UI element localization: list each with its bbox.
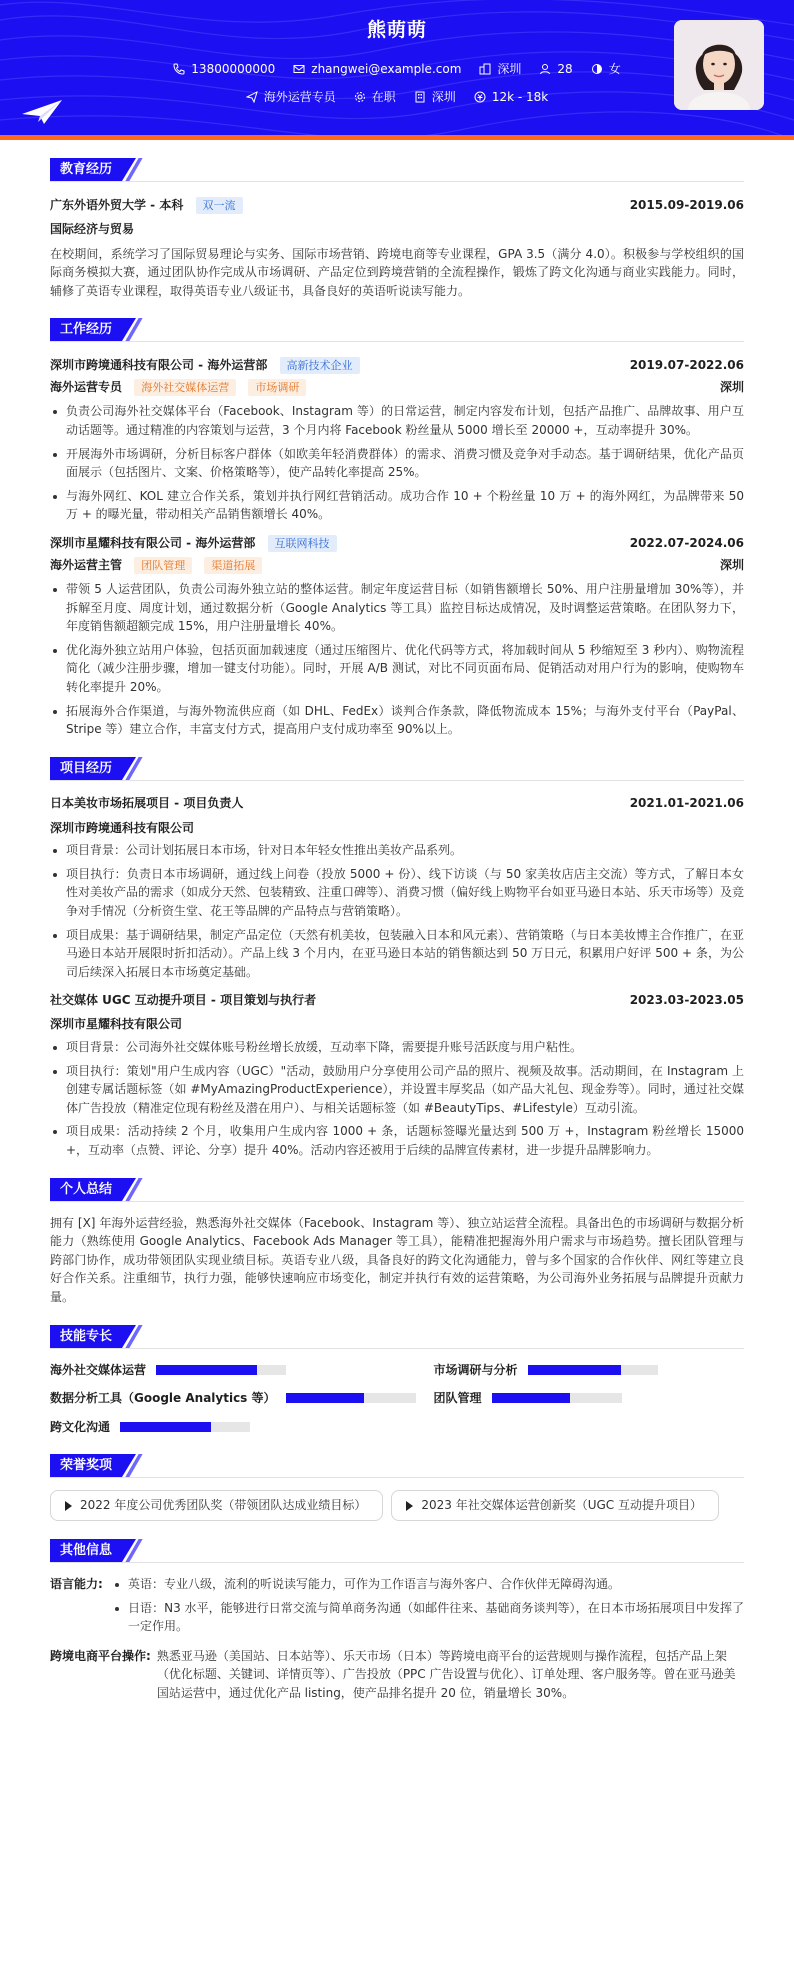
- other-title: 其他信息: [50, 1539, 122, 1562]
- work-section: [50, 318, 744, 738]
- city-icon: [479, 63, 491, 75]
- skill-item: [50, 1418, 416, 1437]
- project-entry: [50, 793, 744, 982]
- salary-text: 12k - 18k: [491, 90, 549, 104]
- phone-text: 13800000000: [191, 62, 276, 76]
- phone-item: [173, 60, 275, 79]
- work-heading: [50, 318, 744, 342]
- skill-item: [434, 1361, 744, 1380]
- role-tag: 市场调研: [248, 379, 306, 396]
- company-tag: 高新技术企业: [280, 357, 360, 374]
- project-company: 深圳市星耀科技有限公司: [50, 1017, 183, 1032]
- skill-name: 跨文化沟通: [50, 1419, 111, 1434]
- skills-section: [50, 1325, 744, 1437]
- projects-section: [50, 757, 744, 1160]
- project-entry: [50, 989, 744, 1159]
- education-title: 教育经历: [50, 158, 122, 181]
- education-section: [50, 158, 744, 300]
- project-name: 社交媒体 UGC 互动提升项目 - 项目策划与执行者: [50, 993, 317, 1008]
- projects-heading: [50, 757, 744, 781]
- summary-title: 个人总结: [50, 1178, 122, 1201]
- other-section: [50, 1539, 744, 1703]
- projects-title: 项目经历: [50, 757, 122, 780]
- list-item: 项目执行：策划"用户生成内容（UGC）"活动，鼓励用户分享使用公司产品的照片、视频及故事。活动期间，在 Instagram 上创建专属话题标签（如 #MyAmazingProductExperience），并设置丰厚奖品（如产品大礼包、现金券等）。同时，通过社交媒体广告投放（精准定位现有粉丝及潜在用户）、与相关话题标签（如 #BeautyTips、#Lifestyle）互动引流。: [50, 1062, 744, 1118]
- platform-text: 熟悉亚马逊（美国站、日本站等）、乐天市场（日本）等跨境电商平台的运营规则与操作流程，包括产品上架（优化标题、关键词、详情页等）、广告投放（PPC 广告设置与优化）、订单处理、客户服务等。曾在亚马逊美国站运营中，通过优化产品 listing，使产品排名提升 20 位，销量增长 30%。: [156, 1648, 736, 1700]
- skill-name: 数据分析工具（Google Analytics 等）: [50, 1391, 276, 1406]
- company-tag: 互联网科技: [268, 535, 337, 552]
- job-role: 海外运营主管: [50, 557, 123, 572]
- award-item: [50, 1490, 383, 1521]
- money-icon: [474, 91, 486, 103]
- skill-name: 团队管理: [433, 1391, 482, 1406]
- building-icon: [414, 91, 426, 103]
- status-text: 在职: [371, 90, 396, 104]
- awards-title: 荣誉奖项: [50, 1454, 122, 1477]
- school-name: 广东外语外贸大学 - 本科: [50, 197, 184, 212]
- status-item: [354, 88, 396, 107]
- email-item: [293, 60, 461, 79]
- email-icon: [293, 63, 305, 75]
- education-description: 在校期间，系统学习了国际贸易理论与实务、国际市场营销、跨境电商等专业课程，GPA 3.5（满分 4.0）。积极参与学校组织的国际商务模拟大赛，通过团队协作完成从市场调研、产品定位到跨境营销的全流程操作，锻炼了跨文化沟通与商业实践能力。同时，辅修了英语专业课程，取得英语专业八级证书，具备良好的英语听说读写能力。: [50, 246, 744, 298]
- role-tag: 渠道拓展: [204, 557, 262, 574]
- avatar: [674, 20, 764, 110]
- gear-icon: [354, 91, 366, 103]
- work-bullets: [50, 580, 744, 739]
- awards-list: [50, 1490, 744, 1521]
- platform-label: 跨境电商平台操作:: [50, 1648, 151, 1663]
- awards-heading: [50, 1454, 744, 1478]
- work-date: 2022.07-2024.06: [629, 535, 744, 550]
- skill-level-fill: [492, 1393, 570, 1403]
- project-bullets: [50, 841, 744, 981]
- work-entry: [50, 354, 744, 524]
- skill-level-fill: [286, 1393, 364, 1403]
- list-item: 项目背景：公司海外社交媒体账号粉丝增长放缓，互动率下降，需要提升账号活跃度与用户粘性。: [50, 1038, 744, 1057]
- company-name: 深圳市星耀科技有限公司 - 海外运营部: [50, 535, 256, 550]
- gender-icon: [591, 63, 603, 75]
- skill-name: 海外社交媒体运营: [50, 1362, 147, 1377]
- role-tag: 海外社交媒体运营: [134, 379, 236, 396]
- education-date: 2015.09-2019.06: [629, 197, 744, 212]
- list-item: 拓展海外合作渠道，与海外物流供应商（如 DHL、FedEx）谈判合作条款，降低物流成本 15%；与海外支付平台（PayPal、Stripe 等）建立合作，丰富支付方式，提高用户支付成功率至 90%以上。: [50, 702, 744, 739]
- play-triangle-icon: [406, 1501, 413, 1511]
- awards-section: [50, 1454, 744, 1521]
- other-heading: [50, 1539, 744, 1563]
- skill-level-fill: [120, 1422, 211, 1432]
- skills-grid: [50, 1361, 744, 1437]
- skill-level-bar: [492, 1393, 622, 1403]
- award-text: 2022 年度公司优秀团队奖（带领团队达成业绩目标）: [80, 1498, 367, 1513]
- play-triangle-icon: [65, 1501, 72, 1511]
- age-icon: [539, 63, 551, 75]
- school-tag: 双一流: [196, 197, 243, 214]
- skill-level-bar: [120, 1422, 250, 1432]
- project-date: 2023.03-2023.05: [629, 993, 744, 1008]
- project-bullets: [50, 1038, 744, 1160]
- project-name: 日本美妆市场拓展项目 - 项目负责人: [50, 796, 244, 811]
- target-city-text: 深圳: [431, 90, 456, 104]
- job-role: 海外运营专员: [50, 380, 123, 395]
- list-item: 英语：专业八级，流利的听说读写能力，可作为工作语言与海外客户、合作伙伴无障碍沟通。: [112, 1575, 744, 1594]
- major: 国际经济与贸易: [50, 222, 135, 236]
- age-item: [539, 60, 572, 79]
- summary-heading: [50, 1178, 744, 1202]
- skill-level-bar: [156, 1365, 286, 1375]
- city-text: 深圳: [497, 62, 522, 76]
- skill-item: [50, 1389, 416, 1408]
- skill-level-fill: [156, 1365, 257, 1375]
- gender-text: 女: [608, 62, 621, 76]
- email-text: zhangwei@example.com: [311, 62, 462, 76]
- salary-item: [474, 88, 548, 107]
- list-item: 项目执行：负责日本市场调研，通过线上问卷（投放 5000 + 份）、线下访谈（与 50 家美妆店店主交流）等方式，了解日本女性对美妆产品的需求（如成分天然、包装精致、注重口碑等）、消费习惯（偏好线上购物平台如亚马逊日本站、乐天市场等）及竞争对手情况（分析资生堂、花王等品牌的产品特点与营销策略）。: [50, 865, 744, 921]
- age-text: 28: [557, 62, 573, 76]
- candidate-name: 熊萌萌: [366, 19, 427, 41]
- work-city: 深圳: [719, 557, 744, 572]
- gender-item: [591, 60, 621, 79]
- skill-level-bar: [286, 1393, 416, 1403]
- project-company: 深圳市跨境通科技有限公司: [50, 820, 195, 835]
- list-item: 项目背景：公司计划拓展日本市场，针对日本年轻女性推出美妆产品系列。: [50, 841, 744, 860]
- company-name: 深圳市跨境通科技有限公司 - 海外运营部: [50, 358, 268, 373]
- job-text: 海外运营专员: [263, 90, 336, 104]
- summary-text: 拥有 [X] 年海外运营经验，熟悉海外社交媒体（Facebook、Instagram 等）、独立站运营全流程。具备出色的市场调研与数据分析能力（熟练使用 Google Analytics、Facebook Ads Manager 等工具），能精准把握海外用户需求与市场趋势。擅长团队管理与跨部门协作，成功带领团队实现业绩目标。英语专业八级，具备良好的跨文化沟通能力，曾与多个国家的合作伙伴、网红等建立良好合作关系。注重细节，执行力强，能够快速响应市场变化，制定并执行有效的运营策略，为公司海外业务拓展与品牌提升贡献力量。: [50, 1215, 744, 1304]
- target-city-item: [414, 88, 456, 107]
- resume-header: [0, 0, 794, 140]
- work-city: 深圳: [719, 380, 744, 395]
- education-heading: [50, 158, 744, 182]
- work-date: 2019.07-2022.06: [629, 358, 744, 373]
- phone-icon: [173, 63, 185, 75]
- skills-heading: [50, 1325, 744, 1349]
- skill-name: 市场调研与分析: [433, 1362, 518, 1377]
- list-item: 日语：N3 水平，能够进行日常交流与简单商务沟通（如邮件往来、基础商务谈判等），在日本市场拓展项目中发挥了一定作用。: [112, 1599, 744, 1636]
- send-icon: [246, 91, 258, 103]
- award-text: 2023 年社交媒体运营创新奖（UGC 互动提升项目）: [421, 1498, 702, 1513]
- skill-item: [50, 1361, 416, 1380]
- language-list: [112, 1575, 744, 1641]
- work-entry: [50, 532, 744, 739]
- list-item: 项目成果：基于调研结果，制定产品定位（天然有机美妆，包装融入日本和风元素）、营销策略（与日本美妆博主合作推广，在亚马逊日本站开展限时折扣活动）。产品上线 3 个月内，在亚马逊日本站的销售额达到 50 万日元，积累用户好评 500 + 条，为公司后续深入拓展日本市场奠定基础。: [50, 926, 744, 982]
- award-item: [391, 1490, 719, 1521]
- work-bullets: [50, 402, 744, 524]
- project-date: 2021.01-2021.06: [629, 796, 744, 811]
- skills-title: 技能专长: [50, 1325, 122, 1348]
- list-item: 开展海外市场调研，分析目标客户群体（如欧美年轻消费群体）的需求、消费习惯及竞争对手动态。基于调研结果，优化产品页面展示（包括图片、文案、价格策略等），使产品转化率提高 25%。: [50, 445, 744, 482]
- list-item: 负责公司海外社交媒体平台（Facebook、Instagram 等）的日常运营，制定内容发布计划，包括产品推广、品牌故事、用户互动话题等。通过精准的内容策划与运营，3 个月内将 Facebook 粉丝量从 5000 增长至 20000 +，互动率提升 30%。: [50, 402, 744, 439]
- city-item: [479, 60, 521, 79]
- skill-level-bar: [528, 1365, 658, 1375]
- role-tag: 团队管理: [134, 557, 192, 574]
- language-label: 语言能力:: [50, 1576, 103, 1591]
- list-item: 优化海外独立站用户体验，包括页面加载速度（通过压缩图片、优化代码等方式，将加载时间从 5 秒缩短至 3 秒内）、购物流程简化（减少注册步骤，增加一键支付功能）。同时，开展 A/B 测试，对比不同页面布局、促销活动对用户行为的影响，使购物车转化率提升 20%。: [50, 641, 744, 697]
- language-row: [50, 1575, 744, 1641]
- job-item: [246, 88, 336, 107]
- list-item: 项目成果：活动持续 2 个月，收集用户生成内容 1000 + 条，话题标签曝光量达到 500 万 +，Instagram 粉丝增长 15000 +，互动率（点赞、评论、分享）提升 40%。活动内容还被用于后续的品牌宣传素材，进一步提升品牌影响力。: [50, 1122, 744, 1159]
- list-item: 带领 5 人运营团队，负责公司海外独立站的整体运营。制定年度运营目标（如销售额增长 50%、用户注册量增加 30%等），并拆解至月度、周度计划，通过数据分析（Google Analytics 等工具）监控目标达成情况，及时调整运营策略。在团队努力下，年度销售额超额完成 15%，用户注册量增长 40%。: [50, 580, 744, 636]
- avatar-portrait-icon: [674, 20, 764, 110]
- platform-row: [50, 1647, 744, 1703]
- list-item: 与海外网红、KOL 建立合作关系，策划并执行网红营销活动。成功合作 10 + 个粉丝量 10 万 + 的海外网红，为品牌带来 50 万 + 的曝光量，带动相关产品销售额增长 40%。: [50, 487, 744, 524]
- summary-section: [50, 1178, 744, 1307]
- skill-level-fill: [528, 1365, 622, 1375]
- work-title: 工作经历: [50, 318, 122, 341]
- skill-item: [434, 1389, 744, 1408]
